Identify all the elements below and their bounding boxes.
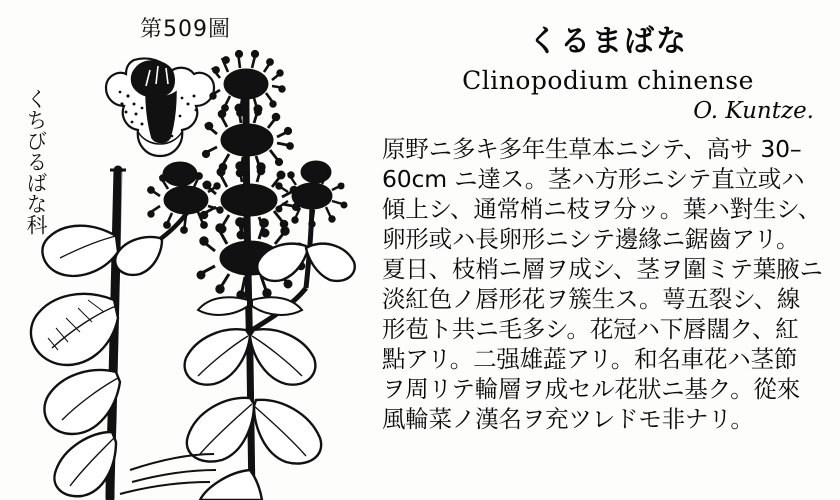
flower-detail-icon (106, 59, 214, 157)
family-name-vertical: くちびるばな科 (24, 88, 48, 235)
description-line: 60cm ニ達ス。茎ハ方形ニシテ直立或ハ (382, 165, 805, 193)
description-line: 點アリ。二强雄蕋アリ。和名車花ハ茎節 (382, 345, 798, 373)
description-line: 傾上シ、通常梢ニ枝ヲ分ッ。葉ハ對生シ、 (382, 195, 821, 223)
flower-cluster-left-icon (148, 162, 224, 233)
plate-divider (373, 0, 374, 500)
description-line: ヲ周リテ輪層ヲ成セル花狀ニ基ク。從來 (382, 375, 800, 403)
japanese-name-title: くるまばな (528, 24, 688, 59)
description-line: 淡紅色ノ唇形花ヲ簇生ス。萼五裂シ、線 (382, 285, 801, 313)
scientific-name: Clinopodium chinense (462, 66, 754, 95)
botanical-illustration (0, 0, 372, 500)
species-entry (376, 0, 840, 500)
figure-number: 第509圖 (140, 17, 231, 42)
illustration-plate (0, 0, 372, 500)
description-line: 夏日、枝梢ニ層ヲ成シ、茎ヲ圍ミテ葉腋ニ (382, 255, 823, 283)
authority-name: O. Kuntze. (693, 98, 814, 124)
description-body (382, 134, 832, 434)
description-line: 卵形或ハ長卵形ニシテ邊緣ニ鋸齒アリ。 (382, 225, 800, 253)
description-line: 原野ニ多キ多年生草本ニシテ、高サ 30– (382, 135, 802, 163)
description-line: 風輪菜ノ漢名ヲ充ツレドモ非ナリ。 (382, 405, 754, 433)
description-line: 形苞ト共ニ毛多シ。花冠ハ下唇闊ク、紅 (382, 315, 799, 343)
